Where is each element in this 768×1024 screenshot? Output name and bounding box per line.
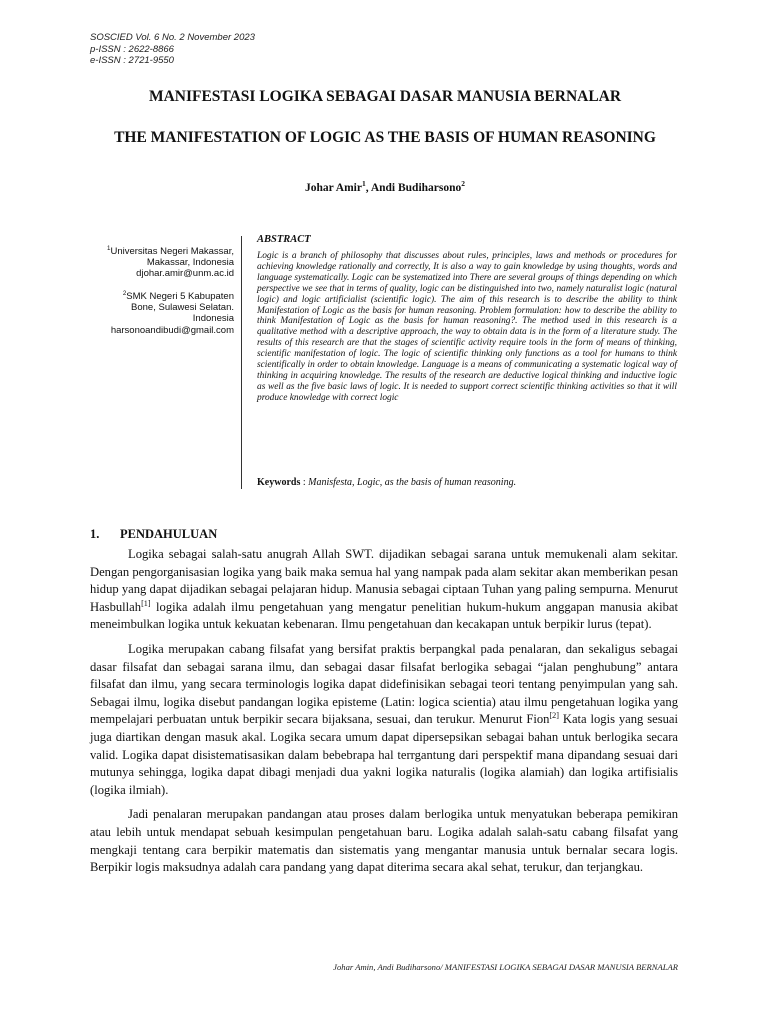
section-title: PENDAHULUAN: [120, 527, 218, 541]
affiliation-email: harsonoandibudi@gmail.com: [110, 324, 234, 336]
affiliation-location: Bone, Sulawesi Selatan.: [131, 302, 234, 314]
affiliation-2: [64, 291, 234, 336]
author-list: [90, 179, 680, 194]
author-affiliation-mark: 2: [461, 179, 465, 189]
affiliation-email: djohar.amir@unm.ac.id: [136, 268, 234, 280]
body-text: [90, 546, 678, 884]
affiliation-country: Indonesia: [192, 313, 234, 325]
title-english: THE MANIFESTATION OF LOGIC AS THE BASIS OF HUMAN REASONING: [114, 129, 656, 146]
print-issn: p-ISSN : 2622-8866: [90, 43, 174, 55]
journal-issue: SOSCIED Vol. 6 No. 2 November 2023: [90, 32, 255, 43]
paragraph: Logika merupakan cabang filsafat yang bersifat praktis berpangkal pada penalaran, dan sekaligus sebagai dasar filsafat dan sebagai sarana ilmu, dan sebagai dasar filsafat berlogika sebagai “jalan penghubung” antara filsafat dan ilmu, yang secara terminologis logika dapat didefinisikan sebagai teori tentang penyimpulan yang sah. Sebagai ilmu, logika disebut pandangan logika episteme (Latin: logica scientia) atau ilmu pengetahuan logika yang mempelajari perbuatan untuk berpikir secara bijaksana, sesuai, dan terukur. Menurut Fion[2] Kata logis yang sesuai juga diartikan dengan masuk akal. Logika secara umum dapat dipersepsikan sebagai bahan untuk berlogika secara valid. Logika dapat disistematisasikan dalam bebebrapa hal terrgantung dari perspektif mana dipandang sesuai dari mutunya sehingga, logika dapat dibagi menjadi dua yakni logika naturalis (logika alamiah) dan logika artifisialis (logika ilmiah).: [90, 641, 678, 797]
abstract-heading: ABSTRACT: [257, 234, 311, 245]
citation-ref: [1]: [141, 598, 151, 608]
affiliation-mark: 1: [107, 244, 111, 252]
affiliation-institution: Universitas Negeri Makassar,: [110, 246, 234, 257]
author-separator: ,: [365, 182, 371, 194]
running-footer: Johar Amin, Andi Budiharsono/ MANIFESTASI LOGIKA SEBAGAI DASAR MANUSIA BERNALAR: [333, 962, 678, 972]
affiliation-location: Makassar, Indonesia: [146, 257, 234, 269]
keywords: [257, 477, 677, 488]
section-heading: [90, 527, 217, 542]
keywords-separator: :: [300, 477, 309, 488]
citation-ref: [2]: [549, 711, 559, 721]
abstract-text: Logic is a branch of philosophy that discusses about rules, principles, laws and methods or procedures for achieving knowledge rationally and correctly, It is also a way to gain knowledge by using thoughts, words and language systematically. Logic can be systematized into There are several groups of things depending on which perspective we see that in terms of quality, logic can be distinguished into two, namely naturalist logic (natural logic) and logic artificialist (scientific logic). The aim of this research is to describe the ability to think Manifestation of Logic as the basis for human reasoning. Problem formulation: how to describe the ability to think Manifestation of Logic as the basis for human reasoning?. The method used in this research is a qualitative method with a descriptive approach, the way to obtain data is in the form of a literature study. The results of this research are that the stages of scientific activity require tools in the form of means of thinking, scientific manifestation of logic. The logic of scientific thinking only functions as a tool for humans to think scientifically in order to obtain knowledge. Language is a means of communicating a systematic logical way of thinking in acquiring knowledge. The results of the research are deductive logical thinking and inductive logic as well as the five basic laws of logic. It is needed to support correct scientific thinking activities so that it will produce knowledge with correct logic: [257, 251, 677, 403]
keywords-text: Manisfesta, Logic, as the basis of human reasoning.: [308, 477, 517, 488]
paragraph: Jadi penalaran merupakan pandangan atau proses dalam berlogika untuk menyatukan beberapa pemikiran atau lebih untuk mendapat sebuah kesimpulan pengetahuan baru. Logika adalah salah-satu cabang filsafat yang mengkaji tentang cara berpikir matematis dan sistematis yang mengantar manusia untuk bernalar secara logis. Berpikir logis maksudnya adalah cara pandang yang dapat diterima secara akal sehat, terukur, dan terjangkau.: [90, 807, 678, 875]
section-number: 1.: [90, 527, 100, 541]
author-affiliation-mark: 1: [361, 179, 366, 189]
title-indonesian: MANIFESTASI LOGIKA SEBAGAI DASAR MANUSIA BERNALAR: [148, 88, 622, 105]
column-divider: [241, 236, 242, 489]
affiliation-mark: 2: [122, 289, 127, 297]
affiliation-1: [64, 246, 234, 280]
journal-header: [90, 32, 255, 67]
paragraph: Logika sebagai salah-satu anugrah Allah SWT. dijadikan sebagai sarana untuk memukenali alam sekitar. Dengan pengorganisasian logika yang baik maka semua hal yang nampak pada alam sekitar akan memberikan pesan hidup yang dapat dijadikan sebagai pelajaran hidup. Manusia sebagai ciptaan Tuhan yang paling sempurna. Menurut Hasbullah[1] logika adalah ilmu pengetahuan yang mengatur penelitian hukum-hukum anggapan manusia akibat meneimbulkan logika untuk kekuatan kebenaran. Ilmu pengetahuan dan kecakapan untuk berpikir lurus (tepat).: [90, 547, 678, 632]
author-name: Andi Budiharsono: [370, 182, 462, 194]
affiliation-institution: SMK Negeri 5 Kabupaten: [126, 291, 234, 302]
electronic-issn: e-ISSN : 2721-9550: [90, 55, 174, 66]
keywords-label: Keywords: [257, 477, 301, 488]
author-name: Johar Amir: [304, 182, 362, 194]
